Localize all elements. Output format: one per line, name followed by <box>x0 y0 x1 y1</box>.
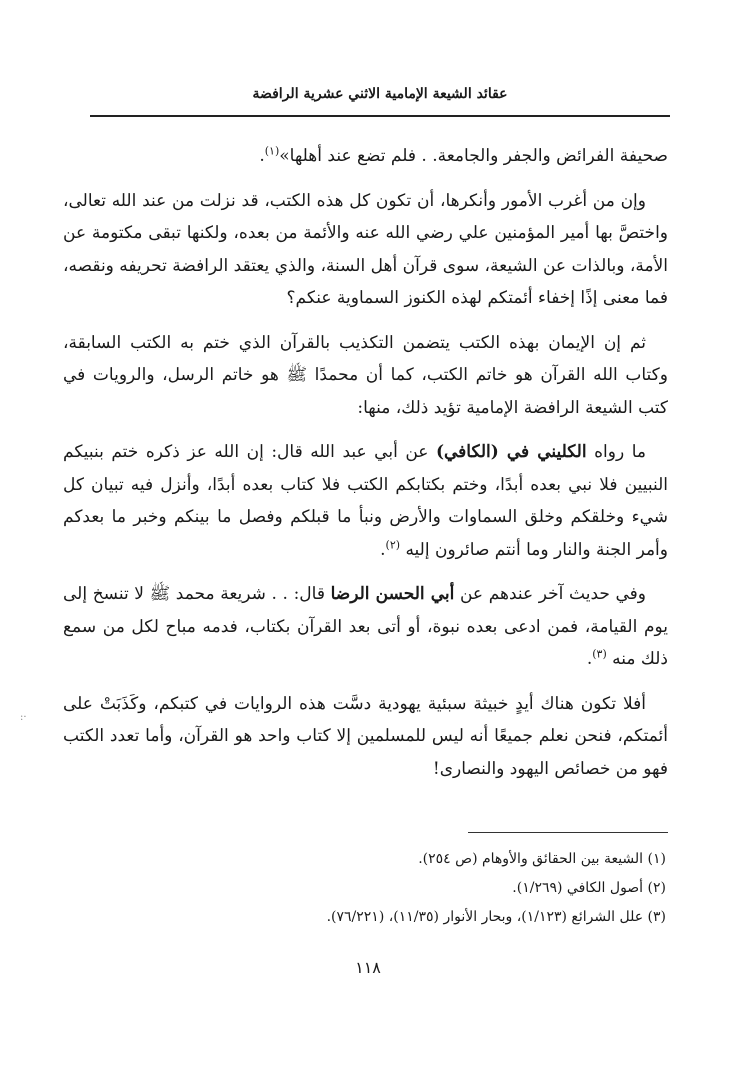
paragraph-3: ثم إن الإيمان بهذه الكتب يتضمن التكذيب بالقرآن الذي ختم به الكتب السابقة، وكتاب الله القرآن هو خاتم الكتب، كما أن محمدًا ﷺ هو خاتم الرسل، والرويات في كتب الشيعة الرافضة الإمامية تؤيد ذلك، منها: <box>63 332 668 418</box>
footnote-rule <box>468 832 668 833</box>
paragraph-4: ما رواه الكليني في (الكافي) عن أبي عبد الله قال: إن الله عز ذكره ختم بنبيكم النبيين فلا نبي بعده أبدًا، وختم بكتابكم الكتب فلا كتاب بعده أبدًا، وأنزل فيه تبيان كل شيء وخلقكم وخلق السماوات والأرض ونبأ ما قبلكم وفصل ما بينكم وخبر ما بعدكم وأمر الجنة والنار وما أنتم صائرون إليه $^{(٢)}$. <box>63 442 668 560</box>
footnote-ref-1: (١) <box>264 144 280 158</box>
running-title: عقائد الشيعة الإمامية الاثني عشرية الرافضة <box>252 86 508 102</box>
source-rida: أبي الحسن الرضا <box>330 584 455 604</box>
footnote-1: (١) الشيعة بين الحقائق والأوهام (ص ٢٥٤). <box>418 851 666 867</box>
footnote-3: (٣) علل الشرائع (١/١٢٣)، وبحار الأنوار (١١/٣٥)، (٧٦/٢٢١). <box>326 909 666 925</box>
source-kulayni: الكليني في (الكافي) <box>435 442 587 462</box>
paragraph-5: وفي حديث آخر عندهم عن أبي الحسن الرضا قال: . . شريعة محمد ﷺ لا تنسخ إلى يوم القيامة، فمن ادعى بعده نبوة، أو أتى بعد القرآن بكتاب، فدمه مباح لكل من سمع ذلك منه $^{(٣)}$. <box>63 584 668 669</box>
main-text <box>63 140 668 797</box>
paragraph-2: وإن من أغرب الأمور وأنكرها، أن تكون كل هذه الكتب، قد نزلت من عند الله تعالى، واختصَّ بها أمير المؤمنين علي رضي الله عنه والأئمة من بعده، ولكنها تبقى مكتومة عن الأمة، وبالذات عن الشيعة، سوى قرآن أهل السنة، والذي يعتقد الرافضة تحريفه ونقصه، فما معنى إذًا إخفاء أئمتكم لهذه الكنوز السماوية عنكم؟ <box>63 190 668 308</box>
footnote-2: (٢) أصول الكافي (١/٢٦٩). <box>512 880 666 896</box>
paragraph-6: أفلا تكون هناك أيدٍ خبيثة سبئية يهودية دسَّت هذه الروايات في كتبكم، وكَذَبَتْ على أئمتكم، فنحن نعلم جميعًا أنه ليس للمسلمين إلا كتاب واحد هو القرآن، وأما تعدد الكتب فهو من خصائص اليهود والنصارى! <box>63 693 668 779</box>
scan-speck: ·: <box>20 712 27 723</box>
paragraph-1: صحيفة الفرائض والجفر والجامعة. . فلم تضع عند أهلها»$^{(١)}$. <box>259 144 668 166</box>
footnotes <box>66 845 666 932</box>
header-rule <box>90 115 670 117</box>
footnote-ref-2: (٢) <box>385 537 401 551</box>
page-number: ١١٨ <box>355 958 381 977</box>
footnote-ref-3: (٣) <box>592 647 607 661</box>
